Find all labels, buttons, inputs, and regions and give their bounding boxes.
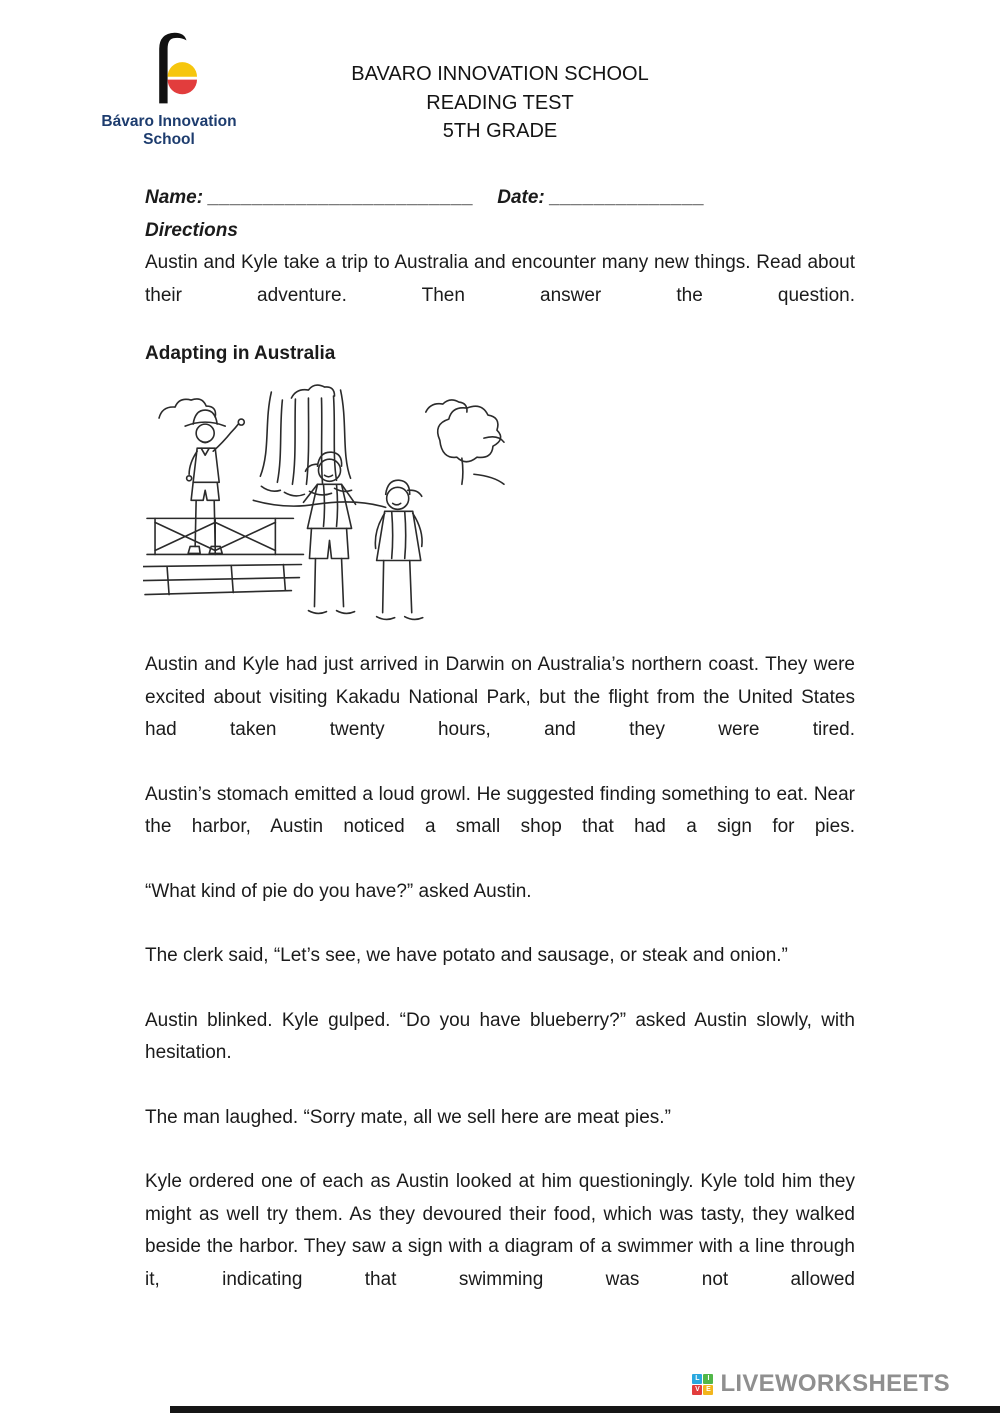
lw-icon-letter: L: [692, 1374, 702, 1384]
liveworksheets-wordmark: LIVEWORKSHEETS: [720, 1370, 950, 1397]
story-paragraph: Austin blinked. Kyle gulped. “Do you have blueberry?” asked Austin slowly, with hesitation.: [145, 1009, 855, 1064]
illustration-clouds: [159, 385, 467, 418]
story-paragraph: The clerk said, “Let’s see, we have potato and sausage, or steak and onion.”: [145, 945, 788, 967]
logo-school-name-line1: Bávaro Innovation: [101, 113, 237, 130]
illustration-boy-front: [303, 452, 355, 613]
page-edge-strip: [170, 1406, 1000, 1413]
illustration-waterfall: [253, 390, 385, 507]
story-illustration: [143, 378, 509, 631]
header-grade: 5TH GRADE: [442, 120, 558, 142]
test-header: [0, 60, 1000, 146]
story-paragraph: Austin and Kyle had just arrived in Darwin on Australia’s northern coast. They were excited about visiting Kakadu National Park, but the flight from the United States had taken twenty hours, and they were tired.: [145, 654, 855, 741]
lw-icon-letter: E: [703, 1385, 713, 1395]
liveworksheets-brand: [692, 1370, 950, 1398]
story-title: Adapting in Australia: [145, 343, 336, 364]
header-test-title: READING TEST: [426, 91, 574, 114]
name-label: Name:: [145, 187, 204, 208]
liveworksheets-icon: [692, 1374, 713, 1395]
lw-icon-letter: I: [703, 1374, 713, 1384]
story-paragraph: The man laughed. “Sorry mate, all we sell here are meat pies.”: [145, 1106, 671, 1128]
story-paragraph: Austin’s stomach emitted a loud growl. He suggested finding something to eat. Near the harbor, Austin noticed a small shop that had a sign for pies.: [145, 783, 855, 838]
date-label: Date:: [497, 187, 545, 208]
directions-text: Austin and Kyle take a trip to Australia and encounter many new things. Read about their adventure. Then answer the question.: [145, 252, 855, 306]
worksheet-content: [145, 182, 855, 1328]
directions-label: Directions: [145, 219, 238, 241]
lw-icon-letter: V: [692, 1385, 702, 1395]
logo-school-name-line2: School: [143, 131, 195, 148]
name-blank[interactable]: ________________________: [208, 187, 474, 208]
story-paragraph: Kyle ordered one of each as Austin looked at him questioningly. Kyle told him they might as well try them. As they devoured their food, which was tasty, they walked beside the harbor. They saw a sign with a diagram of a swimmer with a line through it, indicating that swimming was not allowed: [145, 1171, 855, 1290]
illustration-trees: [438, 406, 504, 484]
name-date-row: [145, 182, 855, 215]
header-school-name: BAVARO INNOVATION SCHOOL: [351, 63, 649, 85]
date-blank[interactable]: ______________: [550, 187, 705, 208]
illustration-deck: [143, 518, 303, 594]
story-paragraph: “What kind of pie do you have?” asked Austin.: [145, 880, 532, 902]
illustration-boy-back: [375, 480, 422, 619]
